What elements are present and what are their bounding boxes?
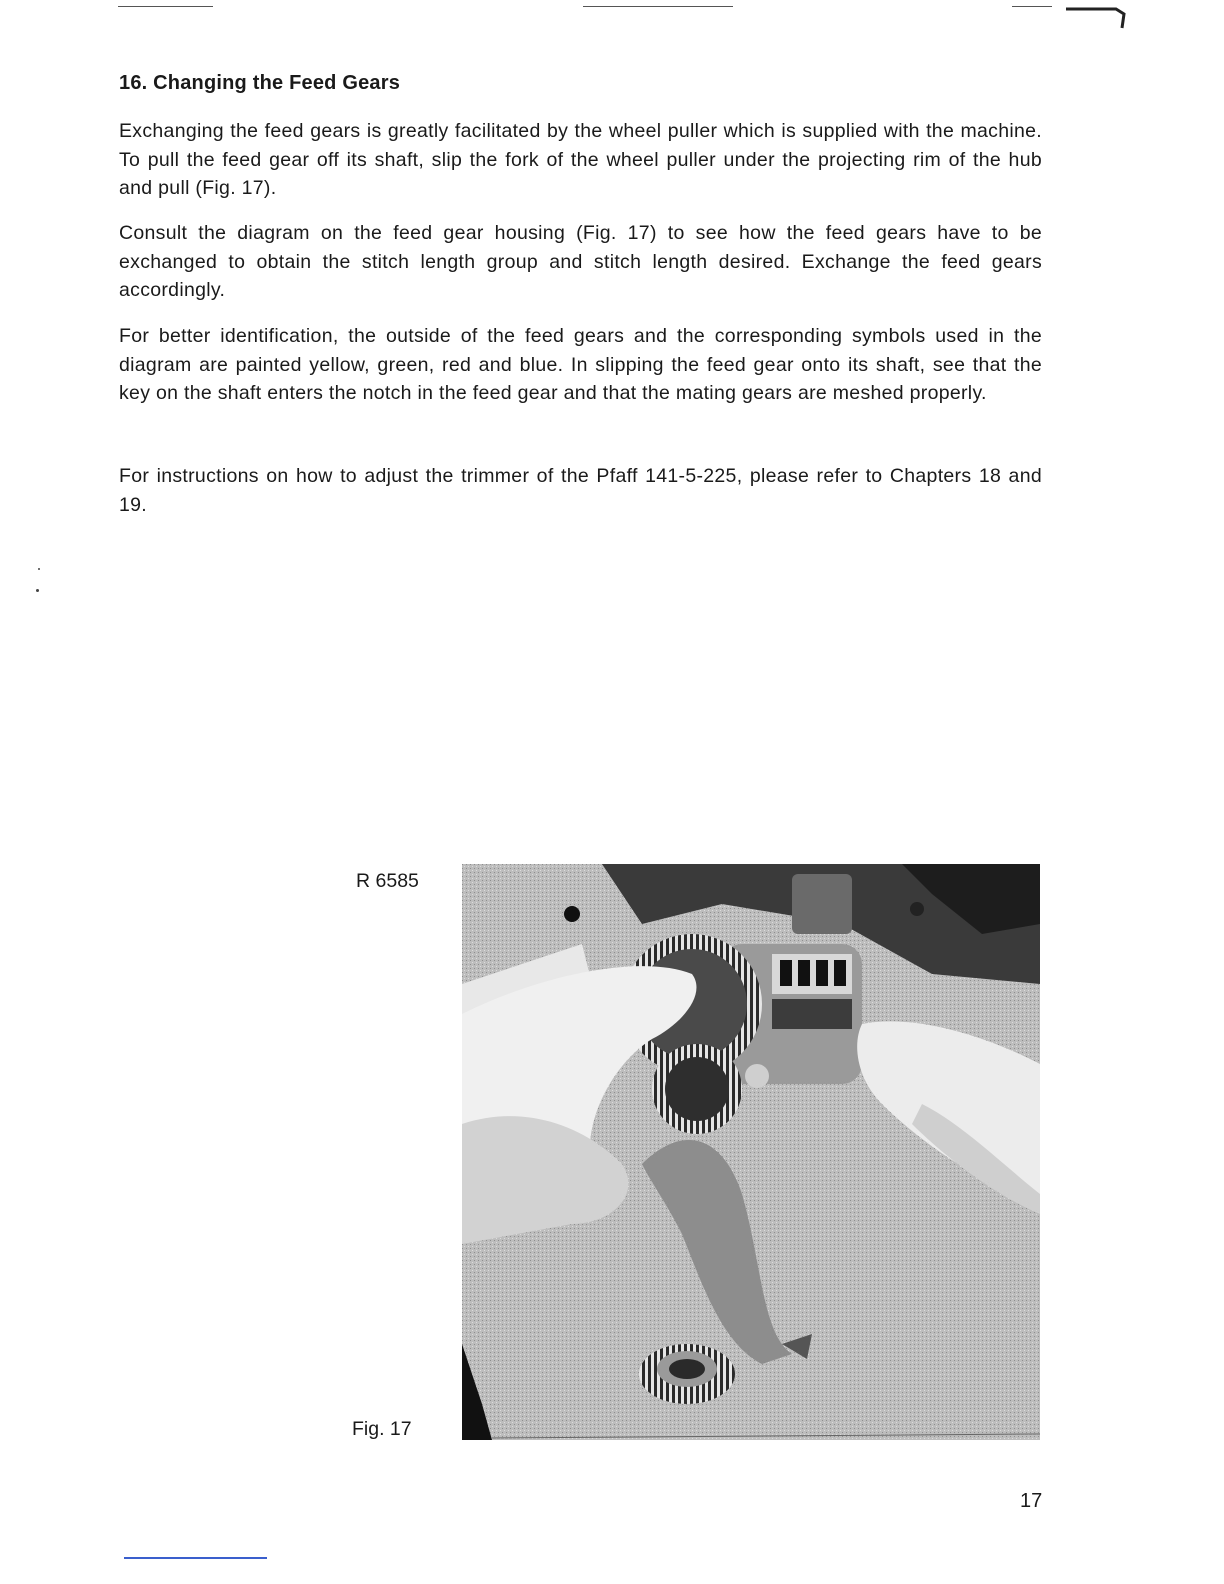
footer-underline <box>124 1557 267 1559</box>
paragraph-identification: For better identification, the outside of the feed gears and the corresponding symbols used in the diagram are painted yellow, green, red and blue. In slipping the feed gear onto its shaft, see that the key on the shaft enters the notch in the feed gear and that the mating gears are meshed properly. <box>119 325 1042 404</box>
paragraph-wheel-puller: Exchanging the feed gears is greatly facilitated by the wheel puller which is supplied with the machine. To pull the feed gear off its shaft, slip the fork of the wheel puller under the projecting rim of the hub and pull (Fig. 17). <box>119 120 1042 199</box>
section-title: 16. Changing the Feed Gears <box>119 72 401 94</box>
scan-speck <box>38 568 40 570</box>
figure-label: Fig. 17 <box>352 1418 412 1440</box>
paragraph-diagram: Consult the diagram on the feed gear housing (Fig. 17) to see how the feed gears have to be exchanged to obtain the stitch length group and stitch length desired. Exchange the feed gears accordingly. <box>119 222 1042 301</box>
feed-gear-photo <box>462 864 1040 1440</box>
scan-artifact-line <box>583 6 733 7</box>
paragraph-trimmer-reference: For instructions on how to adjust the trimmer of the Pfaff 141-5-225, please refer to Chapters 18 and 19. <box>119 465 1042 516</box>
figure-code: R 6585 <box>356 870 419 892</box>
scan-speck <box>36 589 39 592</box>
corner-crop-mark-icon <box>1066 6 1126 30</box>
scan-artifact-line <box>1012 6 1052 7</box>
scan-artifact-line <box>118 6 213 7</box>
page-number: 17 <box>1020 1490 1043 1512</box>
